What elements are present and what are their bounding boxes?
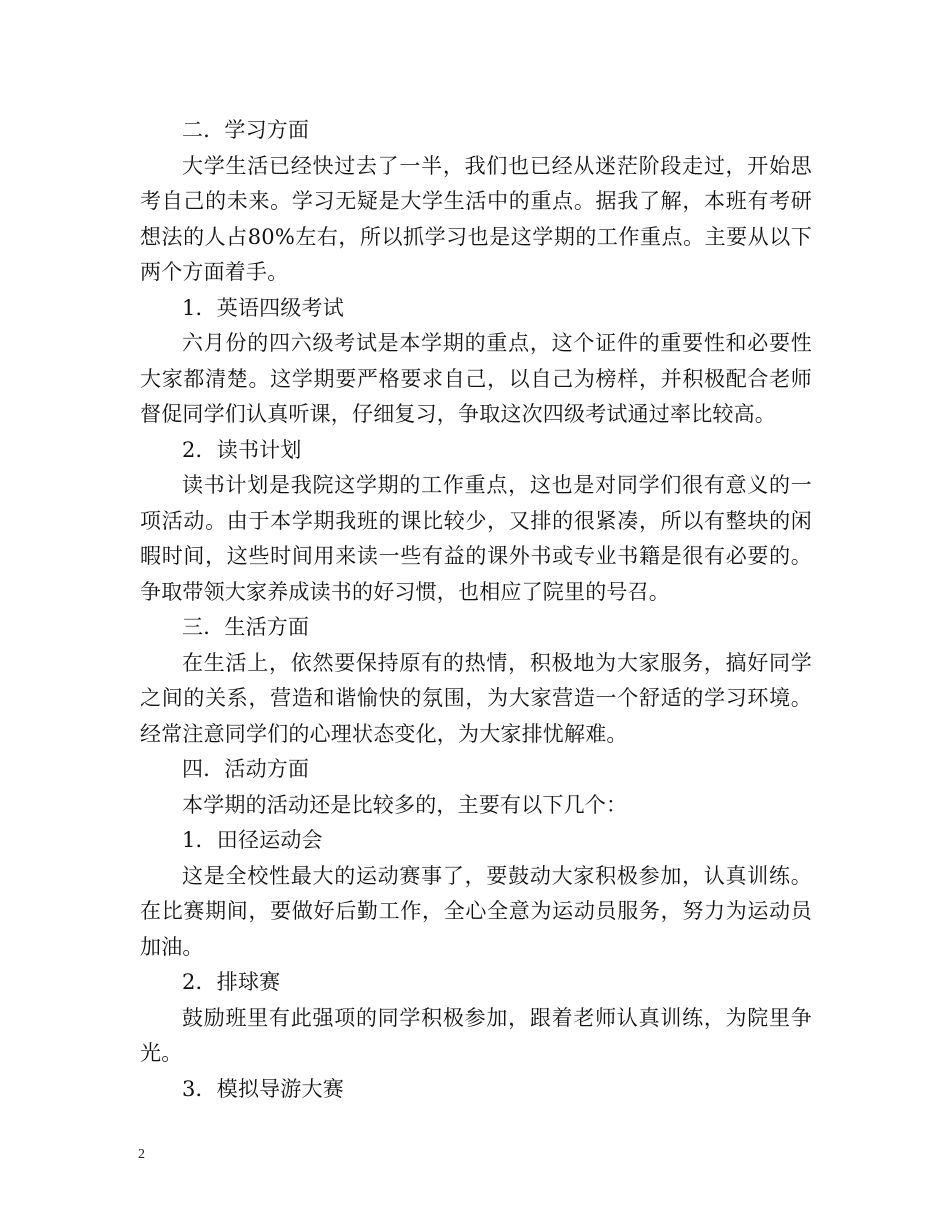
page-number: 2	[138, 1147, 145, 1162]
paragraph-track-meet: 这是全校性最大的运动赛事了，要鼓动大家积极参加，认真训练。在比赛期间，要做好后勤工作，全心全意为运动员服务，努力为运动员加油。	[140, 863, 812, 959]
subheading-track-meet: 1．田径运动会	[182, 828, 323, 852]
paragraph-reading-plan: 读书计划是我院这学期的工作重点，这也是对同学们很有意义的一项活动。由于本学期我班的课比较少，又排的很紧凑，所以有整块的闲暇时间，这些时间用来读一些有益的课外书或专业书籍是很有必要的。争取带领大家养成读书的好习惯，也相应了院里的号召。	[140, 473, 812, 604]
subheading-volleyball: 2．排球赛	[182, 970, 281, 994]
subheading-reading-plan: 2．读书计划	[182, 437, 302, 462]
section-heading-activities: 四．活动方面	[182, 757, 310, 781]
subheading-cet4-exam: 1．英语四级考试	[182, 295, 344, 320]
paragraph-cet4-exam: 六月份的四六级考试是本学期的重点，这个证件的重要性和必要性大家都清楚。这学期要严格要求自己，以自己为榜样，并积极配合老师督促同学们认真听课，仔细复习，争取这次四级考试通过率比较高。	[140, 331, 812, 426]
subheading-tour-guide-contest: 3．模拟导游大赛	[182, 1076, 344, 1101]
paragraph-life: 在生活上，依然要保持原有的热情，积极地为大家服务，搞好同学之间的关系，营造和谐愉快的氛围，为大家营造一个舒适的学习环境。经常注意同学们的心理状态变化，为大家排忧解难。	[140, 650, 812, 746]
section-heading-study: 二．学习方面	[182, 118, 310, 142]
section-heading-life: 三．生活方面	[182, 615, 310, 639]
paragraph-study-intro: 大学生活已经快过去了一半，我们也已经从迷茫阶段走过，开始思考自己的未来。学习无疑是大学生活中的重点。据我了解，本班有考研想法的人占80%左右，所以抓学习也是这学期的工作重点。主要从以下两个方面着手。	[140, 153, 812, 284]
paragraph-volleyball: 鼓励班里有此强项的同学积极参加，跟着老师认真训练，为院里争光。	[140, 1005, 812, 1065]
paragraph-activities-intro: 本学期的活动还是比较多的，主要有以下几个：	[182, 792, 628, 817]
document-body	[140, 113, 812, 1107]
